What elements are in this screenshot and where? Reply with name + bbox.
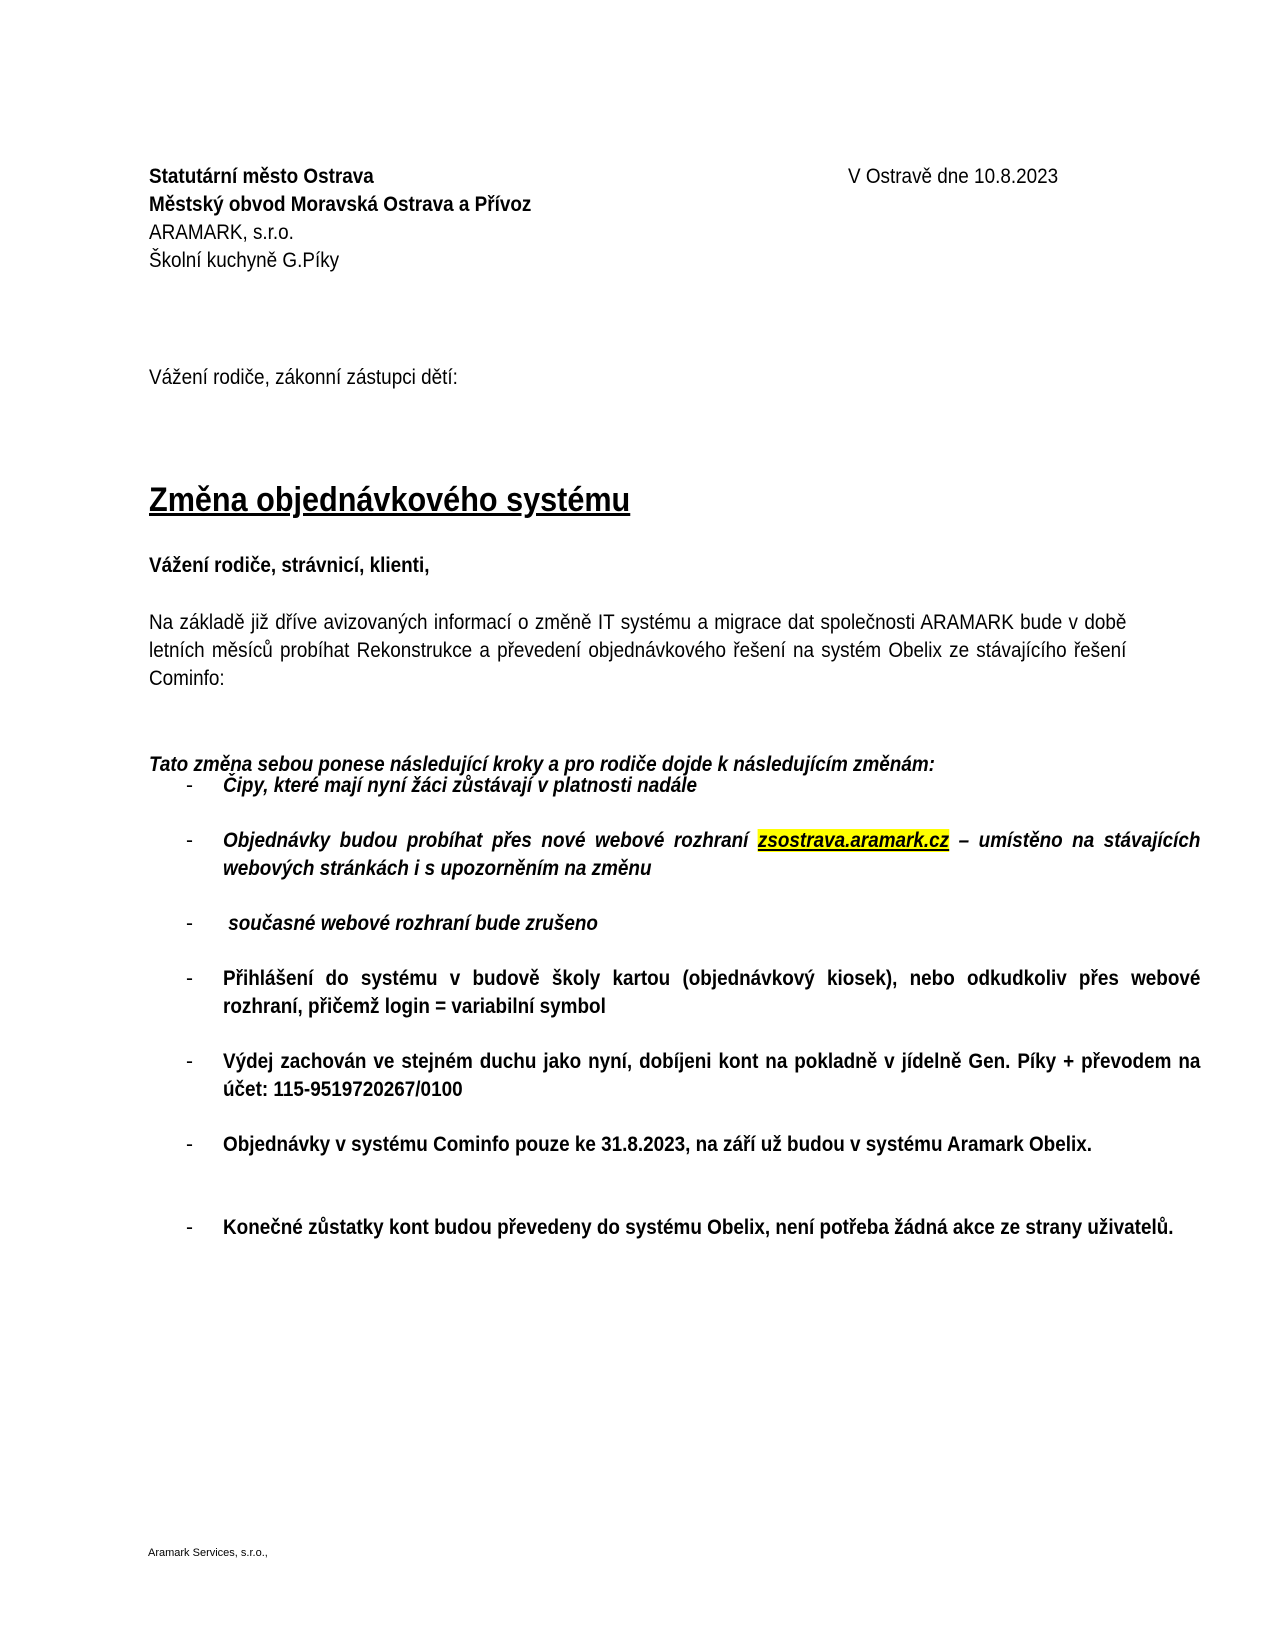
bullet-dash: - [186, 829, 193, 852]
sender-district: Městský obvod Moravská Ostrava a Přívoz [149, 193, 532, 216]
letter-date: V Ostravě dne 10.8.2023 [848, 165, 1059, 188]
list-item-text: Konečné zůstatky kont budou převedeny do systému Obelix, není potřeba žádná akce ze strany uživatelů. [223, 1216, 1174, 1239]
bullet-dash: - [186, 967, 193, 990]
bullet-dash: - [186, 1216, 193, 1239]
intro-paragraph: Na základě již dříve avizovaných informací o změně IT systému a migrace dat společnosti ARAMARK bude v době letních měsíců probíhat Rekonstrukce a převedení objednávkového řešení na systém Obelix ze stávajícího řešení Cominfo: [149, 611, 1127, 690]
page-footer: Aramark Services, s.r.o., [148, 1547, 268, 1559]
list-item-text-end: – umístěno na stávajících webových stránkách i s upozorněním na změnu [223, 829, 1201, 880]
list-item-text [223, 827, 1200, 883]
sender-company: ARAMARK, s.r.o. [149, 221, 294, 244]
sender-kitchen: Školní kuchyně G.Píky [149, 249, 340, 272]
bullet-dash: - [186, 1133, 193, 1156]
list-item-text-start: Objednávky budou probíhat přes nové webové rozhraní [223, 829, 758, 852]
letter-title: Změna objednávkového systému [149, 481, 631, 519]
sender-block [149, 163, 531, 275]
list-item-text: současné webové rozhraní bude zrušeno [223, 912, 598, 935]
sender-city: Statutární město Ostrava [149, 165, 374, 188]
bullet-dash: - [186, 1050, 193, 1073]
bullet-dash: - [186, 912, 193, 935]
bullet-dash: - [186, 774, 193, 797]
list-item-text: Čipy, které mají nyní žáci zůstávají v platnosti nadále [223, 774, 698, 797]
greeting: Vážení rodiče, strávnicí, klienti, [149, 554, 430, 577]
ordering-site-link[interactable]: zsostrava.aramark.cz [757, 829, 950, 852]
list-item-text: Přihlášení do systému v budově školy kartou (objednávkový kiosek), nebo odkudkoliv přes webové rozhraní, přičemž login = variabilní symbol [223, 967, 1201, 1018]
list-item-text: Výdej zachován ve stejném duchu jako nyní, dobíjeni kont na pokladně v jídelně Gen. Píky + převodem na účet: 115-9519720267/0100 [223, 1050, 1201, 1101]
salutation: Vážení rodiče, zákonní zástupci dětí: [149, 366, 458, 389]
lead-paragraph: Tato změna sebou ponese následující kroky a pro rodiče dojde k následujícím změnám: [149, 753, 935, 776]
list-item-text: Objednávky v systému Cominfo pouze ke 31.8.2023, na září už budou v systému Aramark Obelix. [223, 1133, 1093, 1156]
